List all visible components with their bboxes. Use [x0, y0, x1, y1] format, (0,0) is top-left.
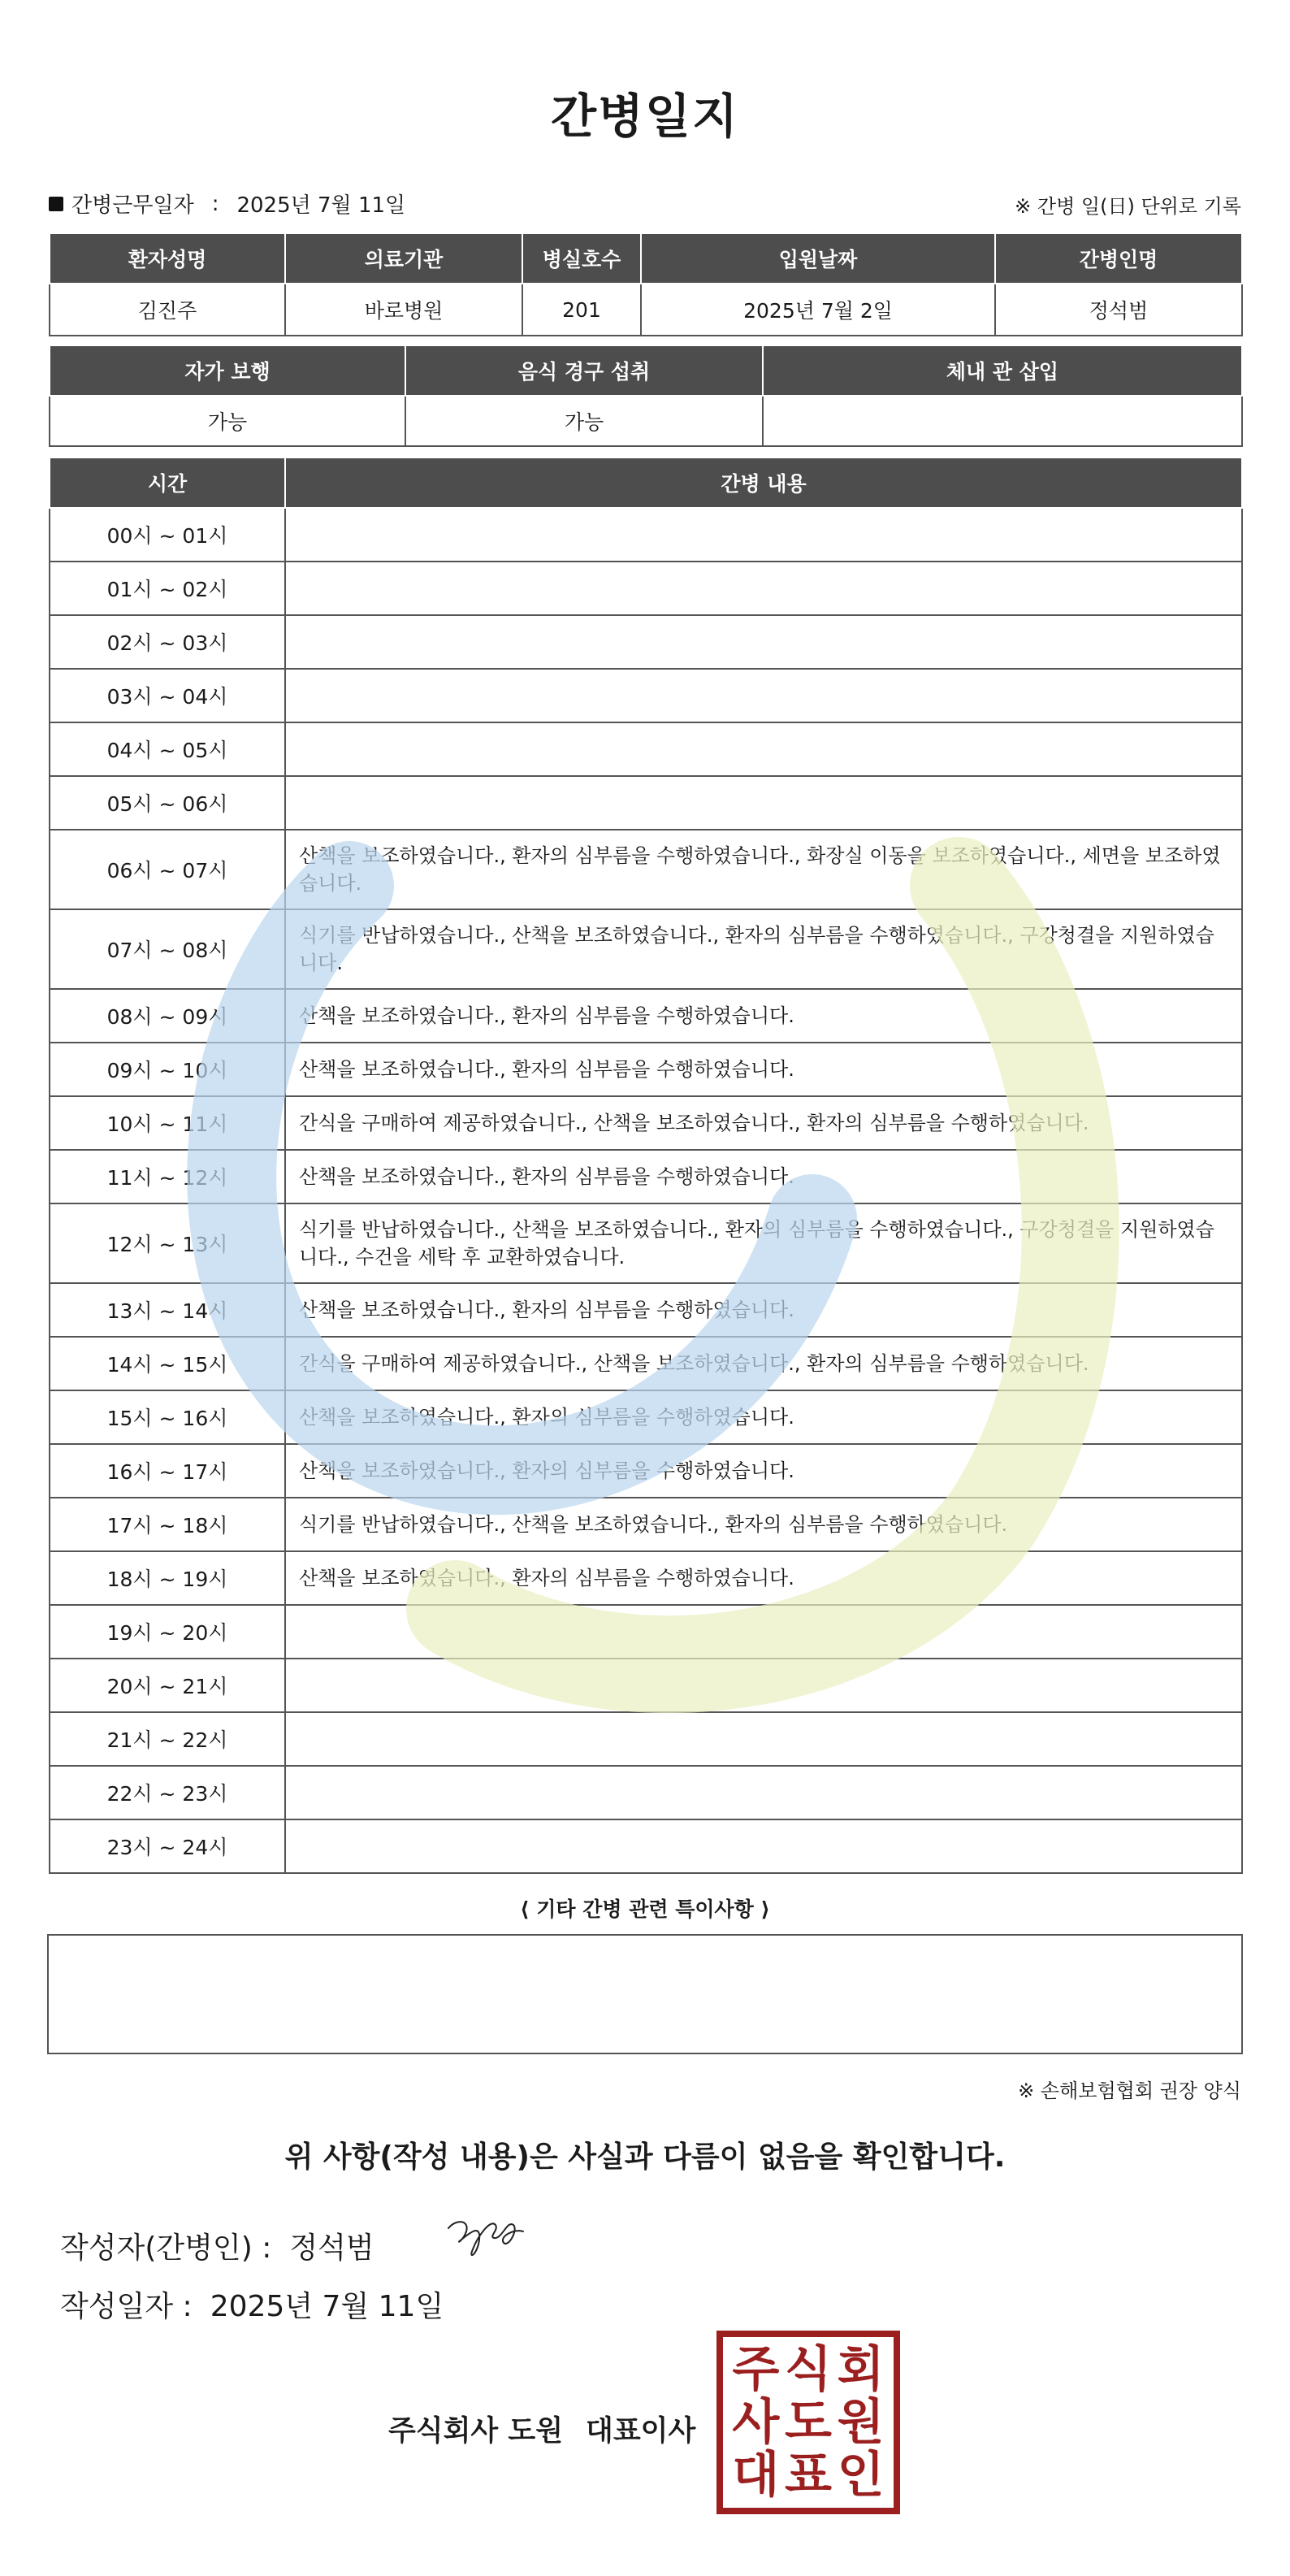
log-row: [50, 1337, 1242, 1390]
log-row: [50, 1498, 1242, 1551]
log-time: 23시 ~ 24시: [50, 1819, 285, 1873]
log-time: 02시 ~ 03시: [50, 615, 285, 669]
seal-char: 인: [837, 2446, 885, 2504]
hospital: 바로병원: [285, 284, 522, 336]
seal-char: 원: [837, 2393, 885, 2451]
company-name: 주식회사 도원: [388, 2415, 564, 2448]
log-row: [50, 1605, 1242, 1659]
seal-char: 대: [732, 2446, 780, 2504]
written-date-label: 작성일자 :: [60, 2290, 193, 2323]
admission-date: 2025년 7월 2일: [641, 284, 995, 336]
log-time: 20시 ~ 21시: [50, 1659, 285, 1712]
representative-title: 대표이사: [586, 2415, 696, 2448]
company-signature-line: [388, 2409, 695, 2449]
log-row: [50, 722, 1242, 776]
seal-char: 식: [785, 2341, 832, 2399]
confirmation-statement: 위 사항(작성 내용)은 사실과 다름이 없음을 확인합니다.: [284, 2140, 1006, 2174]
log-row: [50, 1390, 1242, 1444]
log-time: 21시 ~ 22시: [50, 1712, 285, 1766]
header-room: 병실호수: [522, 233, 641, 284]
seal-char: 회: [837, 2341, 885, 2399]
log-note: 산책을 보조하였습니다., 환자의 심부름을 수행하였습니다., 화장실 이동을 보조하였습니다., 세면을 보조하였습니다.: [285, 830, 1242, 909]
seal-char: 사: [732, 2393, 780, 2451]
log-time: 14시 ~ 15시: [50, 1337, 285, 1390]
hourly-care-log-table: [49, 457, 1243, 1874]
log-row: [50, 1659, 1242, 1712]
log-note: 산책을 보조하였습니다., 환자의 심부름을 수행하였습니다.: [285, 1283, 1242, 1337]
tube-insertion-value: [763, 396, 1242, 446]
special-notes-box: [47, 1934, 1243, 2054]
header-hospital: 의료기관: [285, 233, 522, 284]
patient-name: 김진주: [50, 284, 285, 336]
header-time: 시간: [50, 458, 285, 508]
log-note: [285, 776, 1242, 830]
log-time: 10시 ~ 11시: [50, 1096, 285, 1150]
log-time: 12시 ~ 13시: [50, 1203, 285, 1283]
log-row: [50, 1043, 1242, 1096]
log-row: [50, 909, 1242, 989]
log-row: [50, 989, 1242, 1043]
log-row: [50, 776, 1242, 830]
log-time: 18시 ~ 19시: [50, 1551, 285, 1605]
header-self-walking: 자가 보행: [50, 345, 405, 396]
log-time: 03시 ~ 04시: [50, 669, 285, 722]
header-tube-insertion: 체내 관 삽입: [763, 345, 1242, 396]
log-row: [50, 1203, 1242, 1283]
record-unit-note: ※ 간병 일(日) 단위로 기록: [1015, 195, 1241, 218]
log-time: 07시 ~ 08시: [50, 909, 285, 989]
header-caregiver-name: 간병인명: [995, 233, 1242, 284]
log-note: 간식을 구매하여 제공하였습니다., 산책을 보조하였습니다., 환자의 심부름을 수행하였습니다.: [285, 1337, 1242, 1390]
written-date-line: [60, 2283, 444, 2325]
log-note: [285, 1712, 1242, 1766]
log-note: [285, 722, 1242, 776]
handwritten-signature: [445, 2204, 535, 2269]
log-time: 15시 ~ 16시: [50, 1390, 285, 1444]
seal-characters: [729, 2341, 887, 2504]
log-note: 식기를 반납하였습니다., 산책을 보조하였습니다., 환자의 심부름을 수행하였습니다., 구강청결을 지원하였습니다.: [285, 909, 1242, 989]
log-row: [50, 830, 1242, 909]
log-note: [285, 669, 1242, 722]
log-time: 13시 ~ 14시: [50, 1283, 285, 1337]
log-note: 식기를 반납하였습니다., 산책을 보조하였습니다., 환자의 심부름을 수행하였습니다., 구강청결을 지원하였습니다., 수건을 세탁 후 교환하였습니다.: [285, 1203, 1242, 1283]
seal-char: 표: [785, 2446, 832, 2504]
header-oral-intake: 음식 경구 섭취: [405, 345, 763, 396]
log-row: [50, 1283, 1242, 1337]
log-row: [50, 669, 1242, 722]
seal-char: 주: [732, 2341, 780, 2399]
room-number: 201: [522, 284, 641, 336]
log-note: 산책을 보조하였습니다., 환자의 심부름을 수행하였습니다.: [285, 1043, 1242, 1096]
self-walking-value: 가능: [50, 396, 405, 446]
log-row: [50, 1819, 1242, 1873]
log-note: [285, 615, 1242, 669]
log-note: [285, 1659, 1242, 1712]
log-time: 05시 ~ 06시: [50, 776, 285, 830]
company-seal-stamp: [716, 2331, 900, 2514]
log-note: 산책을 보조하였습니다., 환자의 심부름을 수행하였습니다.: [285, 989, 1242, 1043]
oral-intake-value: 가능: [405, 396, 763, 446]
log-note: [285, 508, 1242, 562]
log-note: [285, 1605, 1242, 1659]
log-time: 01시 ~ 02시: [50, 562, 285, 615]
log-row: [50, 1551, 1242, 1605]
recommended-form-note: ※ 손해보험협회 권장 양식: [1018, 2079, 1241, 2102]
log-time: 16시 ~ 17시: [50, 1444, 285, 1498]
log-row: [50, 1150, 1242, 1203]
log-time: 22시 ~ 23시: [50, 1766, 285, 1819]
work-date-label: 간병근무일자: [71, 193, 194, 218]
log-row: [50, 1712, 1242, 1766]
bullet-square-icon: [49, 197, 63, 211]
log-time: 19시 ~ 20시: [50, 1605, 285, 1659]
work-date-value: 2025년 7월 11일: [236, 193, 406, 218]
log-row: [50, 562, 1242, 615]
log-note: [285, 1819, 1242, 1873]
log-time: 06시 ~ 07시: [50, 830, 285, 909]
log-row: [50, 1096, 1242, 1150]
header-admission-date: 입원날짜: [641, 233, 995, 284]
special-notes-title: ⟨ 기타 간병 관련 특이사항 ⟩: [520, 1897, 770, 1921]
writer-line: [60, 2225, 374, 2266]
log-note: 산책을 보조하였습니다., 환자의 심부름을 수행하였습니다.: [285, 1390, 1242, 1444]
log-row: [50, 1766, 1242, 1819]
log-time: 09시 ~ 10시: [50, 1043, 285, 1096]
log-time: 17시 ~ 18시: [50, 1498, 285, 1551]
seal-char: 도: [785, 2393, 832, 2451]
log-note: 간식을 구매하여 제공하였습니다., 산책을 보조하였습니다., 환자의 심부름을 수행하였습니다.: [285, 1096, 1242, 1150]
document-title: 간병일지: [550, 89, 740, 144]
log-note: 산책을 보조하였습니다., 환자의 심부름을 수행하였습니다.: [285, 1150, 1242, 1203]
log-time: 08시 ~ 09시: [50, 989, 285, 1043]
log-row: [50, 615, 1242, 669]
log-time: 11시 ~ 12시: [50, 1150, 285, 1203]
work-date-line: [49, 189, 405, 219]
header-patient-name: 환자성명: [50, 233, 285, 284]
log-note: [285, 1766, 1242, 1819]
log-note: 산책을 보조하였습니다., 환자의 심부름을 수행하였습니다.: [285, 1444, 1242, 1498]
log-note: [285, 562, 1242, 615]
patient-info-table: [49, 232, 1243, 336]
log-time: 00시 ~ 01시: [50, 508, 285, 562]
header-care-content: 간병 내용: [285, 458, 1242, 508]
caregiver-name: 정석범: [995, 284, 1242, 336]
written-date-value: 2025년 7월 11일: [210, 2290, 444, 2323]
writer-label: 작성자(간병인) :: [60, 2231, 272, 2265]
patient-status-table: [49, 345, 1243, 447]
log-note: 산책을 보조하였습니다., 환자의 심부름을 수행하였습니다.: [285, 1551, 1242, 1605]
log-time: 04시 ~ 05시: [50, 722, 285, 776]
work-date-separator: :: [211, 191, 219, 216]
log-note: 식기를 반납하였습니다., 산책을 보조하였습니다., 환자의 심부름을 수행하였습니다.: [285, 1498, 1242, 1551]
writer-name: 정석범: [289, 2231, 374, 2265]
log-row: [50, 1444, 1242, 1498]
log-row: [50, 508, 1242, 562]
